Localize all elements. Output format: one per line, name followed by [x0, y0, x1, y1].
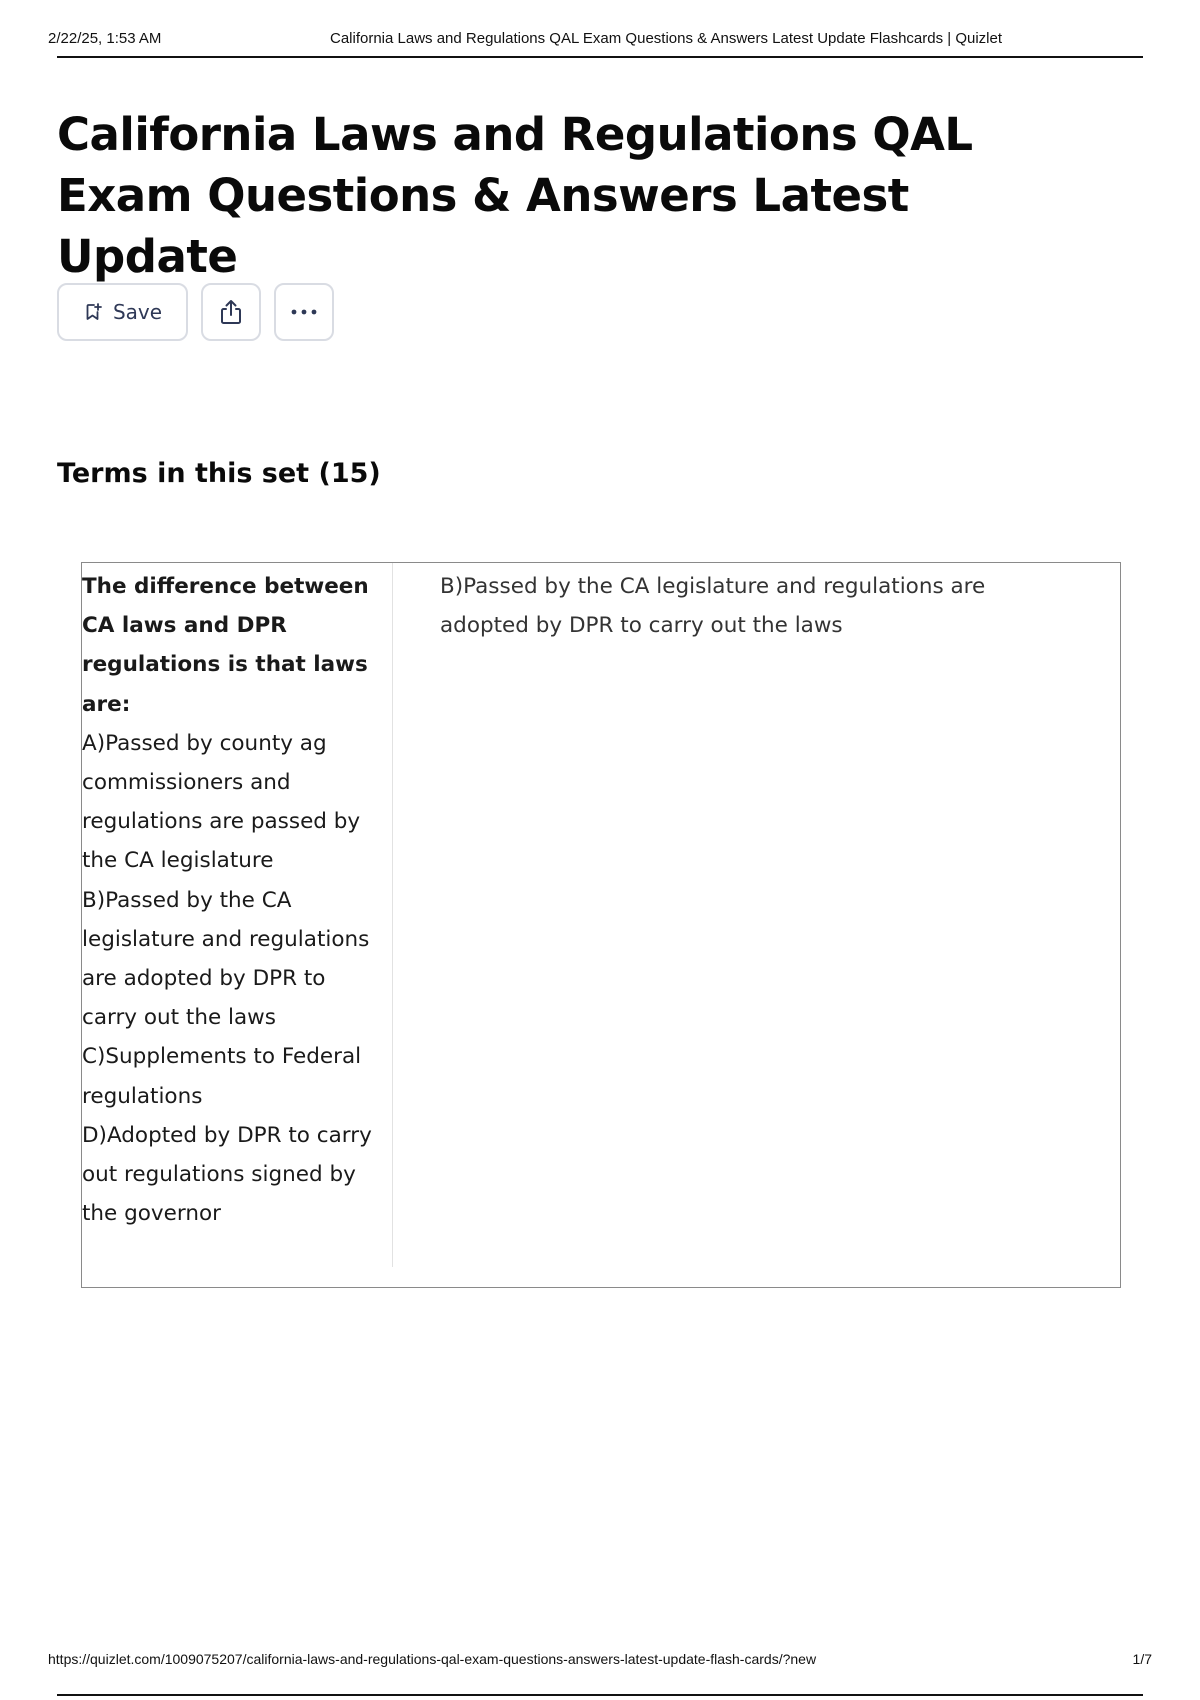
page-title: California Laws and Regulations QAL Exam Questions & Answers Latest Update	[57, 108, 973, 283]
print-footer	[48, 1651, 1152, 1671]
term-option-a: A)Passed by county ag commissioners and regulations are passed by the CA legislature	[82, 730, 361, 874]
save-button[interactable]	[57, 283, 188, 341]
definition-side: B)Passed by the CA legislature and regulations are adopted by DPR to carry out the laws	[440, 574, 986, 639]
page-number: 1/7	[1132, 1651, 1152, 1667]
term-option-d: D)Adopted by DPR to carry out regulations signed by the governor	[82, 1122, 372, 1227]
save-button-label: Save	[112, 300, 163, 324]
flashcard-term-row	[81, 562, 1121, 1288]
term-option-b: B)Passed by the CA legislature and regulations are adopted by DPR to carry out the laws	[82, 887, 370, 1031]
term-definition-divider	[392, 563, 393, 1267]
more-horizontal-icon	[290, 308, 318, 316]
print-header	[48, 28, 1152, 50]
print-date: 2/22/25, 1:53 AM	[48, 30, 162, 47]
header-divider	[57, 56, 1143, 58]
print-document-title: California Laws and Regulations QAL Exam Questions & Answers Latest Update Flashcards | Quizlet	[330, 30, 1003, 47]
term-question: The difference between CA laws and DPR regulations is that laws are:	[82, 574, 369, 717]
footer-divider	[57, 1694, 1143, 1696]
share-button[interactable]	[201, 283, 261, 341]
page-url: https://quizlet.com/1009075207/california-laws-and-regulations-qal-exam-questions-answers-latest-update-flash-cards/?new	[48, 1651, 817, 1667]
terms-heading: Terms in this set (15)	[57, 458, 381, 489]
more-options-button[interactable]	[274, 283, 334, 341]
share-icon	[218, 298, 244, 326]
term-side	[82, 567, 382, 1233]
term-option-c: C)Supplements to Federal regulations	[82, 1044, 362, 1109]
bookmark-add-icon	[83, 302, 103, 322]
